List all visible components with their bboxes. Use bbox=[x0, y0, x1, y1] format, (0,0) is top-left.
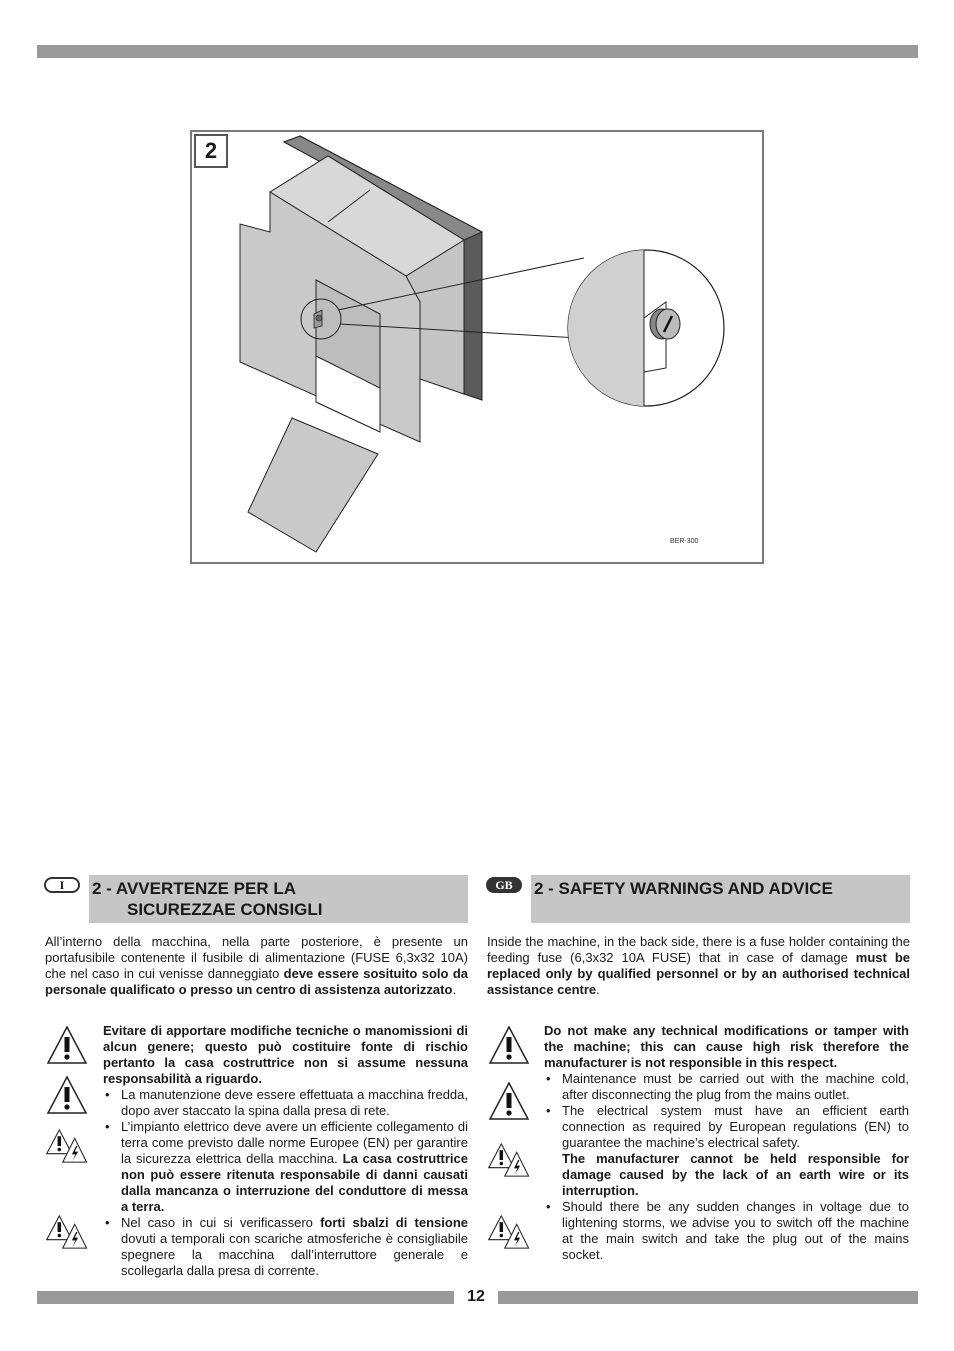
warning-exclamation-icon bbox=[46, 1075, 88, 1115]
english-bullet2: The electrical system must have an efficient earth connection as required by European regulations (EN) to guarantee the machine’s electrical safety. bbox=[562, 1103, 909, 1150]
bottom-rule-right bbox=[498, 1291, 918, 1304]
italian-intro-bold: deve essere sosituito solo da personale qualificato o presso un centro di assistenza autorizzato bbox=[45, 966, 468, 997]
italian-intro-end: . bbox=[452, 982, 457, 997]
english-flag-badge: GB bbox=[486, 877, 522, 893]
italian-heading-line1: 2 - AVVERTENZE PER LA bbox=[92, 879, 297, 898]
english-intro bbox=[487, 934, 910, 998]
english-heading-box bbox=[531, 875, 910, 923]
top-rule bbox=[37, 45, 918, 58]
italian-bullet3-end: dovuti a temporali con scariche atmosferiche è consigliabile spegnere la macchina dall’interruttore generale e scollegarla dalla presa di corrente. bbox=[121, 1231, 468, 1278]
page-number: 12 bbox=[467, 1288, 485, 1305]
english-bullet2-bold: The manufacturer cannot be held responsible for damage caused by the lack of an earth wire or its interruption. bbox=[562, 1151, 909, 1198]
english-heading: 2 - SAFETY WARNINGS AND ADVICE bbox=[534, 879, 833, 898]
italian-flag-badge: I bbox=[44, 877, 80, 893]
english-intro-text: Inside the machine, in the back side, there is a fuse holder containing the feeding fuse (6,3x32 10A FUSE) that in case of damage bbox=[487, 934, 910, 965]
english-bullet3: Should there be any sudden changes in voltage due to lightening storms, we advise you to switch off the machine at the main switch and take the plug out of the mains socket. bbox=[562, 1199, 909, 1262]
italian-bullet3: Nel caso in cui si verificassero bbox=[121, 1215, 321, 1230]
list-item bbox=[544, 1199, 909, 1263]
english-warning-text: Do not make any technical modifications or tamper with the machine; this can cause high risk therefore the manufacturer is not responsible in this respect. bbox=[544, 1023, 909, 1070]
list-item bbox=[544, 1071, 909, 1103]
bottom-rule-left bbox=[37, 1291, 454, 1304]
electrical-hazard-icon bbox=[46, 1207, 88, 1257]
list-item bbox=[103, 1119, 468, 1215]
italian-bullet2: L’impianto elettrico deve avere un efficiente collegamento di terra come previsto dalle norme Europee (EN) per garantire la sicurezza elettrica della macchina. bbox=[121, 1119, 468, 1166]
italian-intro bbox=[45, 934, 468, 998]
italian-heading bbox=[92, 878, 323, 920]
electrical-hazard-icon bbox=[46, 1121, 88, 1171]
figure-code: BER-300 bbox=[670, 538, 699, 545]
italian-intro-text: All’interno della macchina, nella parte posteriore, è presente un portafusibile contenente il fusibile di alimentazione (FUSE 6,3x32 10A) che nel caso in cui venisse danneggiato bbox=[45, 934, 468, 981]
figure-number: 2 bbox=[194, 134, 228, 168]
electrical-hazard-icon bbox=[488, 1207, 530, 1257]
italian-warning-text: Evitare di apportare modifiche tecniche o manomissioni di alcun genere; questo può costituire fonte di rischio pertanto la casa costruttrice non si assume nessuna responsabilità a riguardo. bbox=[103, 1023, 468, 1086]
italian-bullet3-bold: forti sbalzi di tensione bbox=[320, 1215, 468, 1230]
italian-warnings bbox=[103, 1023, 468, 1279]
electrical-hazard-icon bbox=[488, 1135, 530, 1185]
italian-heading-line2: SICUREZZAE CONSIGLI bbox=[127, 900, 323, 919]
list-item bbox=[544, 1103, 909, 1199]
italian-bullet-list bbox=[103, 1087, 468, 1279]
english-intro-end: . bbox=[596, 982, 600, 997]
warning-exclamation-icon bbox=[488, 1081, 530, 1121]
fuse-holder-illustration bbox=[192, 132, 762, 562]
italian-bullet1: La manutenzione deve essere effettuata a macchina fredda, dopo aver staccato la spina dalla presa di rete. bbox=[121, 1087, 468, 1118]
list-item bbox=[103, 1087, 468, 1119]
figure-fuse-holder bbox=[190, 130, 764, 564]
italian-heading-box bbox=[89, 875, 468, 923]
english-bullet1: Maintenance must be carried out with the machine cold, after disconnecting the plug from the mains outlet. bbox=[562, 1071, 909, 1102]
english-warnings bbox=[544, 1023, 909, 1263]
italian-bullet2-bold: La casa costruttrice non può essere ritenuta responsabile di danni causati dalla mancanza o interruzione del conduttore di messa a terra. bbox=[121, 1151, 468, 1214]
list-item bbox=[103, 1215, 468, 1279]
english-bullet-list bbox=[544, 1071, 909, 1263]
warning-exclamation-icon bbox=[488, 1025, 530, 1065]
warning-exclamation-icon bbox=[46, 1025, 88, 1065]
english-intro-bold: must be replaced only by qualified personnel or by an authorised technical assistance centre bbox=[487, 950, 910, 997]
